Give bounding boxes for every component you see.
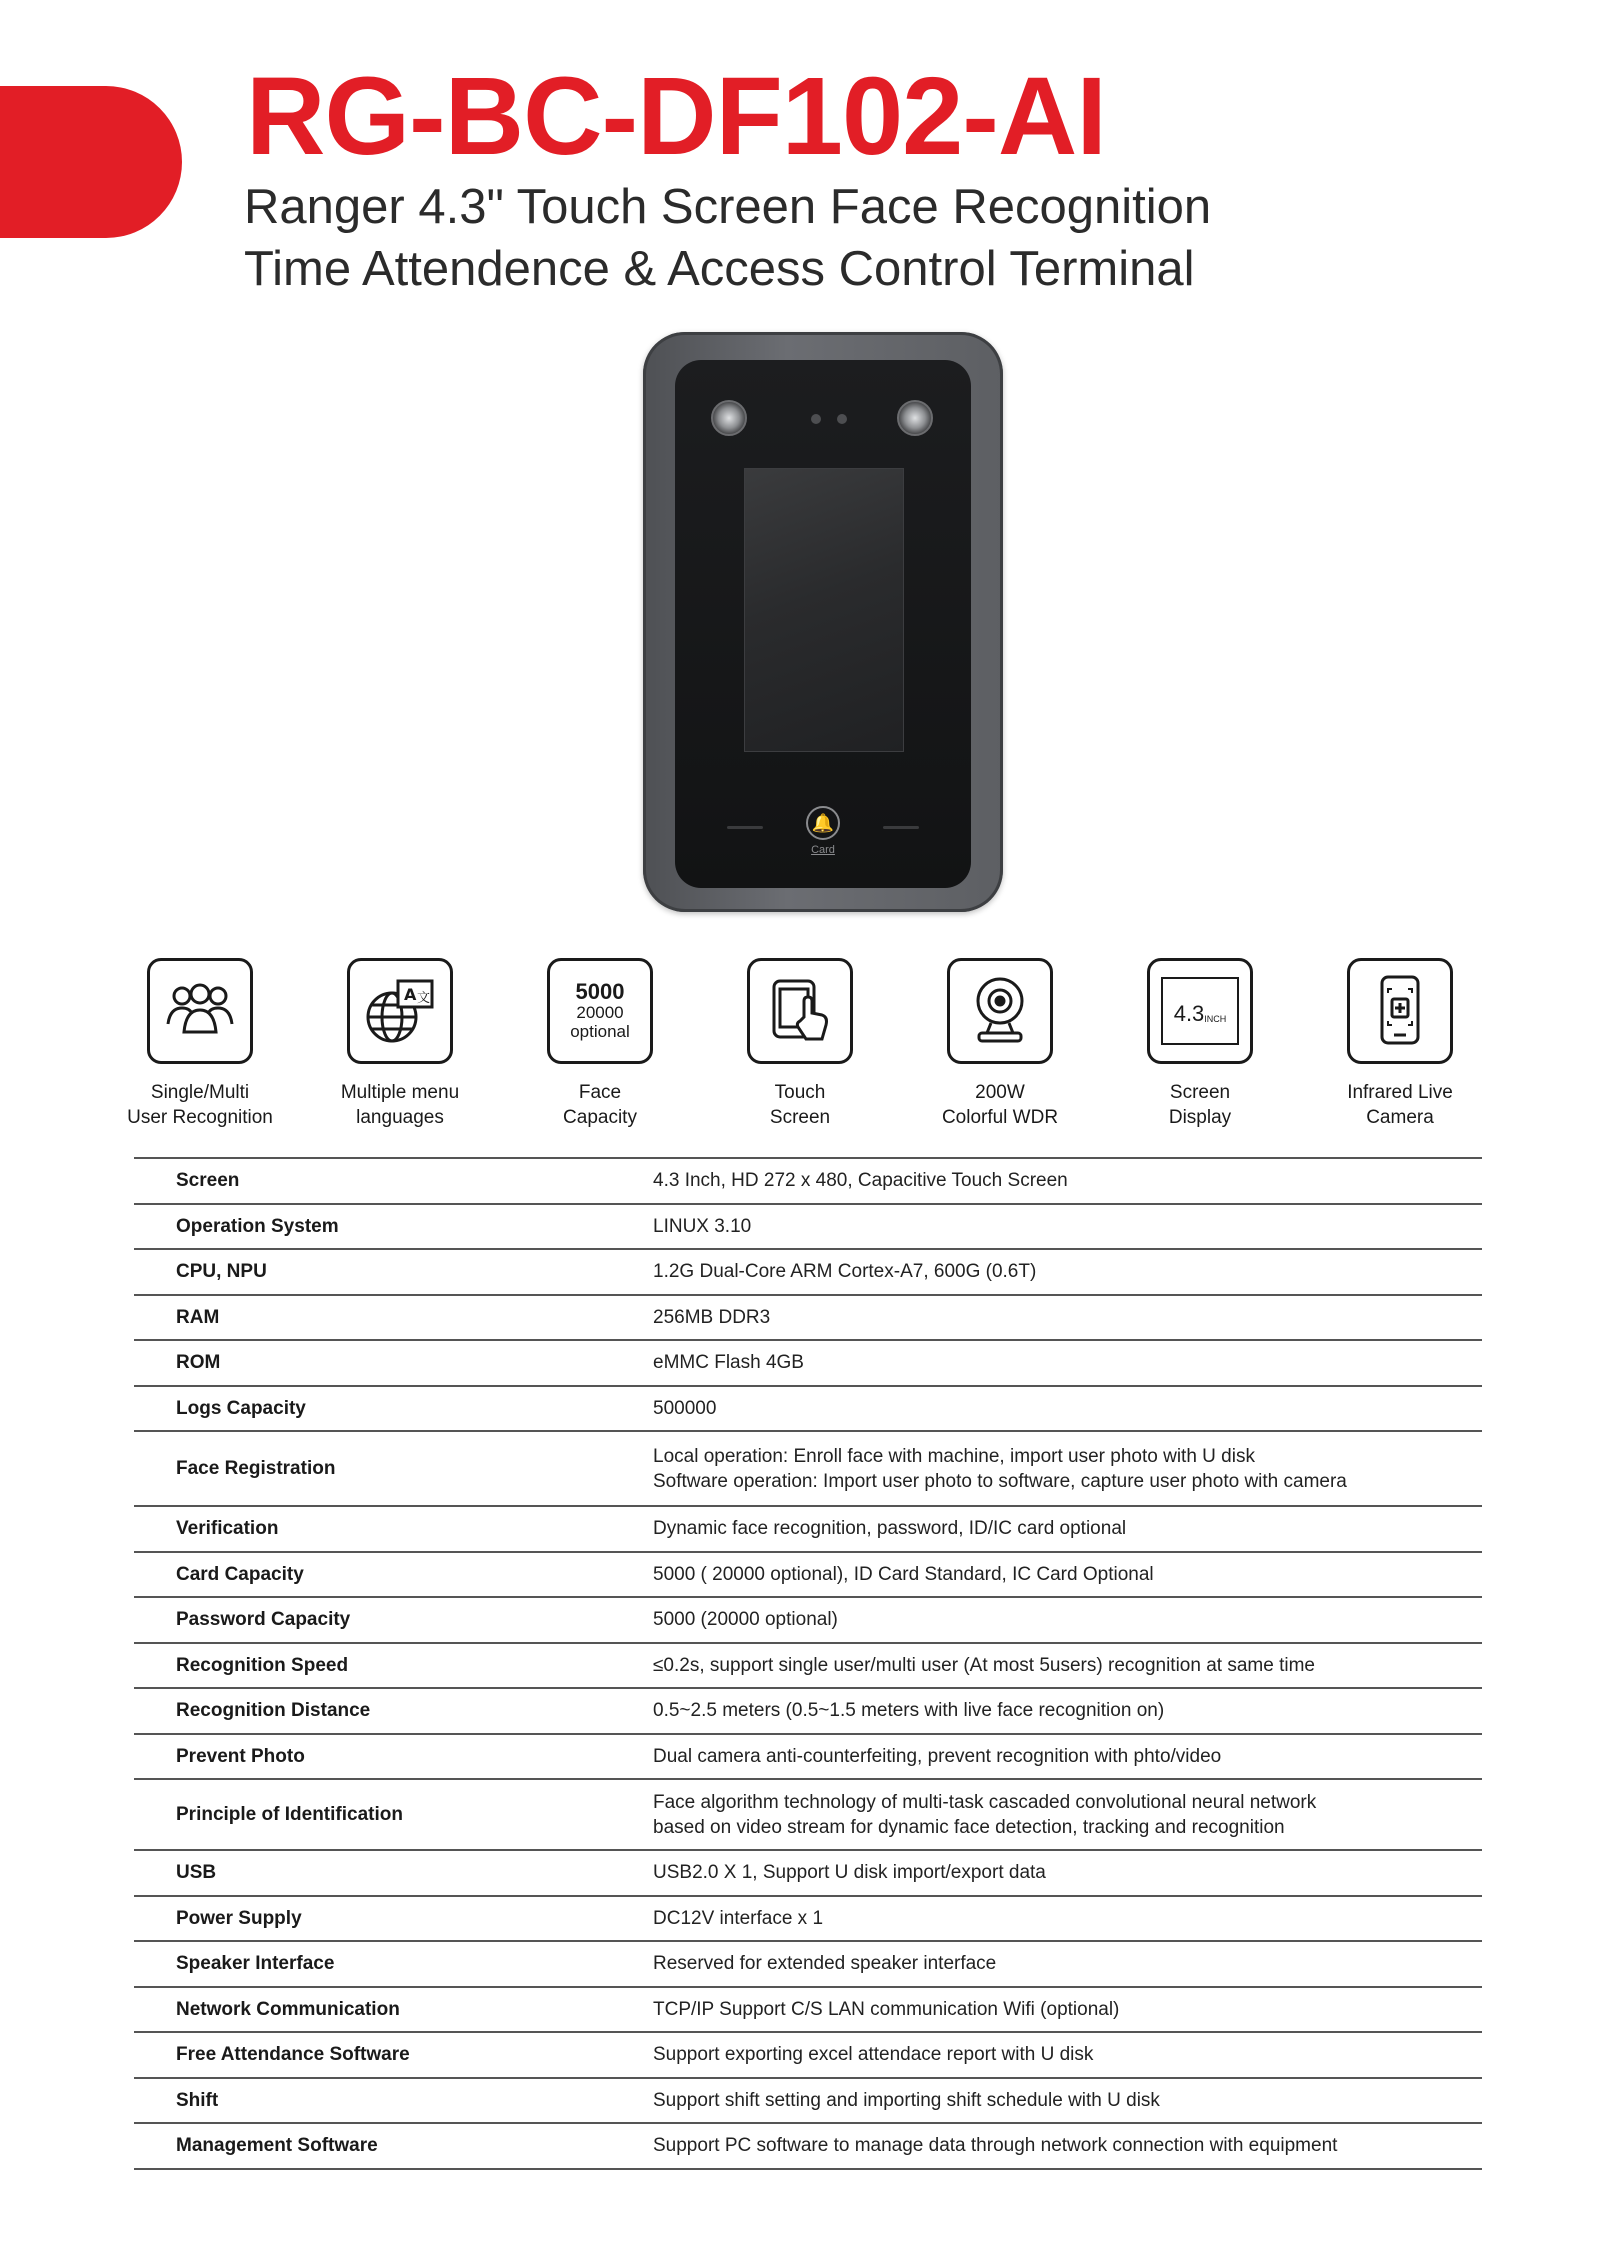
table-row [134,1688,1482,1734]
webcam-icon [947,958,1053,1064]
table-row [134,1431,1482,1506]
right-fill-light-icon [897,400,933,436]
table-row [134,1158,1482,1204]
spec-value: Support PC software to manage data through network connection with equipment [653,2135,1338,2157]
table-row [134,2032,1482,2078]
feature-caption-line1: Face [578,1082,622,1103]
users-group-icon [147,958,253,1064]
table-row [134,1295,1482,1341]
spec-value: Dual camera anti-counterfeiting, prevent recognition with phto/video [653,1745,1222,1767]
spec-value: 1.2G Dual-Core ARM Cortex-A7, 600G (0.6T) [653,1261,1037,1283]
spec-label: Card Capacity [176,1563,304,1585]
feature-face-capacity [510,958,690,1130]
spec-value: 256MB DDR3 [653,1306,771,1328]
svg-text:A: A [404,985,417,1004]
spec-label: Speaker Interface [176,1953,335,1975]
feature-caption-line2: Screen [769,1107,831,1128]
product-model-title: RG-BC-DF102-AI [246,55,1106,178]
spec-label: Operation System [176,1215,339,1237]
table-row [134,1779,1482,1850]
touch-screen-icon [747,958,853,1064]
spec-value: Support exporting excel attendace report with U disk [653,2044,1094,2066]
spec-label: Logs Capacity [176,1397,306,1419]
spec-value: 5000 ( 20000 optional), ID Card Standard, IC Card Optional [653,1563,1154,1585]
capacity-optional-label: optional [570,1022,630,1042]
table-row [134,1734,1482,1780]
feature-touch-screen [710,958,890,1130]
feature-caption-line2: Display [1168,1107,1232,1128]
doorbell-icon: 🔔 [806,806,840,840]
spec-value: Support shift setting and importing shift schedule with U disk [653,2089,1160,2111]
spec-label: Recognition Speed [176,1654,349,1676]
spec-value-line2: Software operation: Import user photo to software, capture user photo with camera [653,1470,1347,1492]
spec-value-line2: based on video stream for dynamic face detection, tracking and recognition [653,1816,1285,1838]
feature-caption-line1: Screen [1169,1082,1231,1103]
feature-colorful-wdr [910,958,1090,1130]
infrared-phone-icon [1347,958,1453,1064]
subtitle-line-1: Ranger 4.3" Touch Screen Face Recognition [244,180,1212,234]
spec-value: 500000 [653,1397,717,1419]
feature-icons-row [0,958,1600,1128]
spec-value: 4.3 Inch, HD 272 x 480, Capacitive Touch Screen [653,1170,1068,1192]
table-row [134,1941,1482,1987]
table-row [134,1249,1482,1295]
feature-single-multi-user [110,958,290,1130]
table-row [134,1896,1482,1942]
feature-infrared-live-camera [1310,958,1490,1130]
spec-value: DC12V interface x 1 [653,1907,824,1929]
feature-multi-language [310,958,490,1130]
table-row [134,1340,1482,1386]
capacity-optional-number: 20000 [576,1003,624,1023]
spec-label: Prevent Photo [176,1745,305,1767]
speaker-slit [883,826,919,829]
spec-value: eMMC Flash 4GB [653,1352,804,1374]
spec-label: Principle of Identification [176,1804,403,1825]
spec-value: USB2.0 X 1, Support U disk import/export data [653,1862,1046,1884]
spec-value: Local operation: Enroll face with machine, import user photo with U disk [653,1445,1255,1467]
card-reader-label: Card [811,844,835,856]
spec-value: 5000 (20000 optional) [653,1609,838,1631]
feature-caption-line2: Camera [1366,1107,1434,1128]
spec-label: Shift [176,2089,219,2111]
spec-value: Face algorithm technology of multi-task cascaded convolutional neural network [653,1791,1317,1813]
spec-label: RAM [176,1306,220,1328]
feature-caption-line2: Colorful WDR [941,1107,1059,1128]
feature-caption-line2: User Recognition [127,1107,273,1128]
table-row [134,1506,1482,1552]
spec-label: Power Supply [176,1907,302,1929]
spec-label: Verification [176,1518,279,1540]
spec-label: Face Registration [176,1458,336,1479]
left-fill-light-icon [711,400,747,436]
feature-screen-display [1110,958,1290,1130]
feature-caption-line1: 200W [975,1082,1025,1103]
table-row [134,1850,1482,1896]
spec-label: Password Capacity [176,1609,351,1631]
spec-table [134,1157,1482,2170]
spec-value: TCP/IP Support C/S LAN communication Wifi (optional) [653,1998,1120,2020]
language-globe-icon [347,958,453,1064]
product-subtitle [244,176,1211,300]
spec-value: LINUX 3.10 [653,1215,752,1237]
spec-label: USB [176,1862,217,1884]
table-row [134,1597,1482,1643]
spec-value: Reserved for extended speaker interface [653,1953,997,1975]
capacity-big-number: 5000 [575,979,625,1005]
device-image [643,332,1003,912]
face-capacity-icon [547,958,653,1064]
table-row [134,1552,1482,1598]
subtitle-line-2: Time Attendence & Access Control Terminal [244,242,1195,296]
feature-caption-line1: Touch [774,1082,826,1103]
spec-label: Management Software [176,2135,378,2157]
feature-caption-line1: Single/Multi [150,1082,250,1103]
spec-label: Free Attendance Software [176,2044,410,2066]
device-screen [744,468,904,752]
table-row [134,2078,1482,2124]
spec-value: Dynamic face recognition, password, ID/IC card optional [653,1518,1127,1540]
spec-label: Screen [176,1170,240,1192]
feature-caption-line1: Multiple menu [340,1082,460,1103]
red-accent-tab [0,86,182,238]
table-row [134,1643,1482,1689]
feature-caption-line2: Capacity [563,1107,637,1128]
spec-label: Recognition Distance [176,1700,371,1722]
spec-label: CPU, NPU [176,1261,267,1283]
spec-label: Network Communication [176,1998,400,2020]
table-row [134,2123,1482,2169]
left-camera-lens-icon [811,414,821,424]
screen-size-unit: INCH [1204,1014,1227,1024]
table-row [134,1204,1482,1250]
spec-value: ≤0.2s, support single user/multi user (At most 5users) recognition at same time [653,1654,1315,1676]
spec-label: ROM [176,1352,221,1374]
screen-size-value: 4.3 [1173,1001,1205,1026]
table-row [134,1987,1482,2033]
spec-value: 0.5~2.5 meters (0.5~1.5 meters with live face recognition on) [653,1700,1165,1722]
table-row [134,1386,1482,1432]
device-front-panel [675,360,971,888]
feature-caption-line1: Infrared Live [1347,1082,1453,1103]
feature-caption-line2: languages [356,1107,444,1128]
svg-text:文: 文 [417,991,431,1006]
right-camera-lens-icon [837,414,847,424]
speaker-slit [727,826,763,829]
screen-size-icon [1147,958,1253,1064]
